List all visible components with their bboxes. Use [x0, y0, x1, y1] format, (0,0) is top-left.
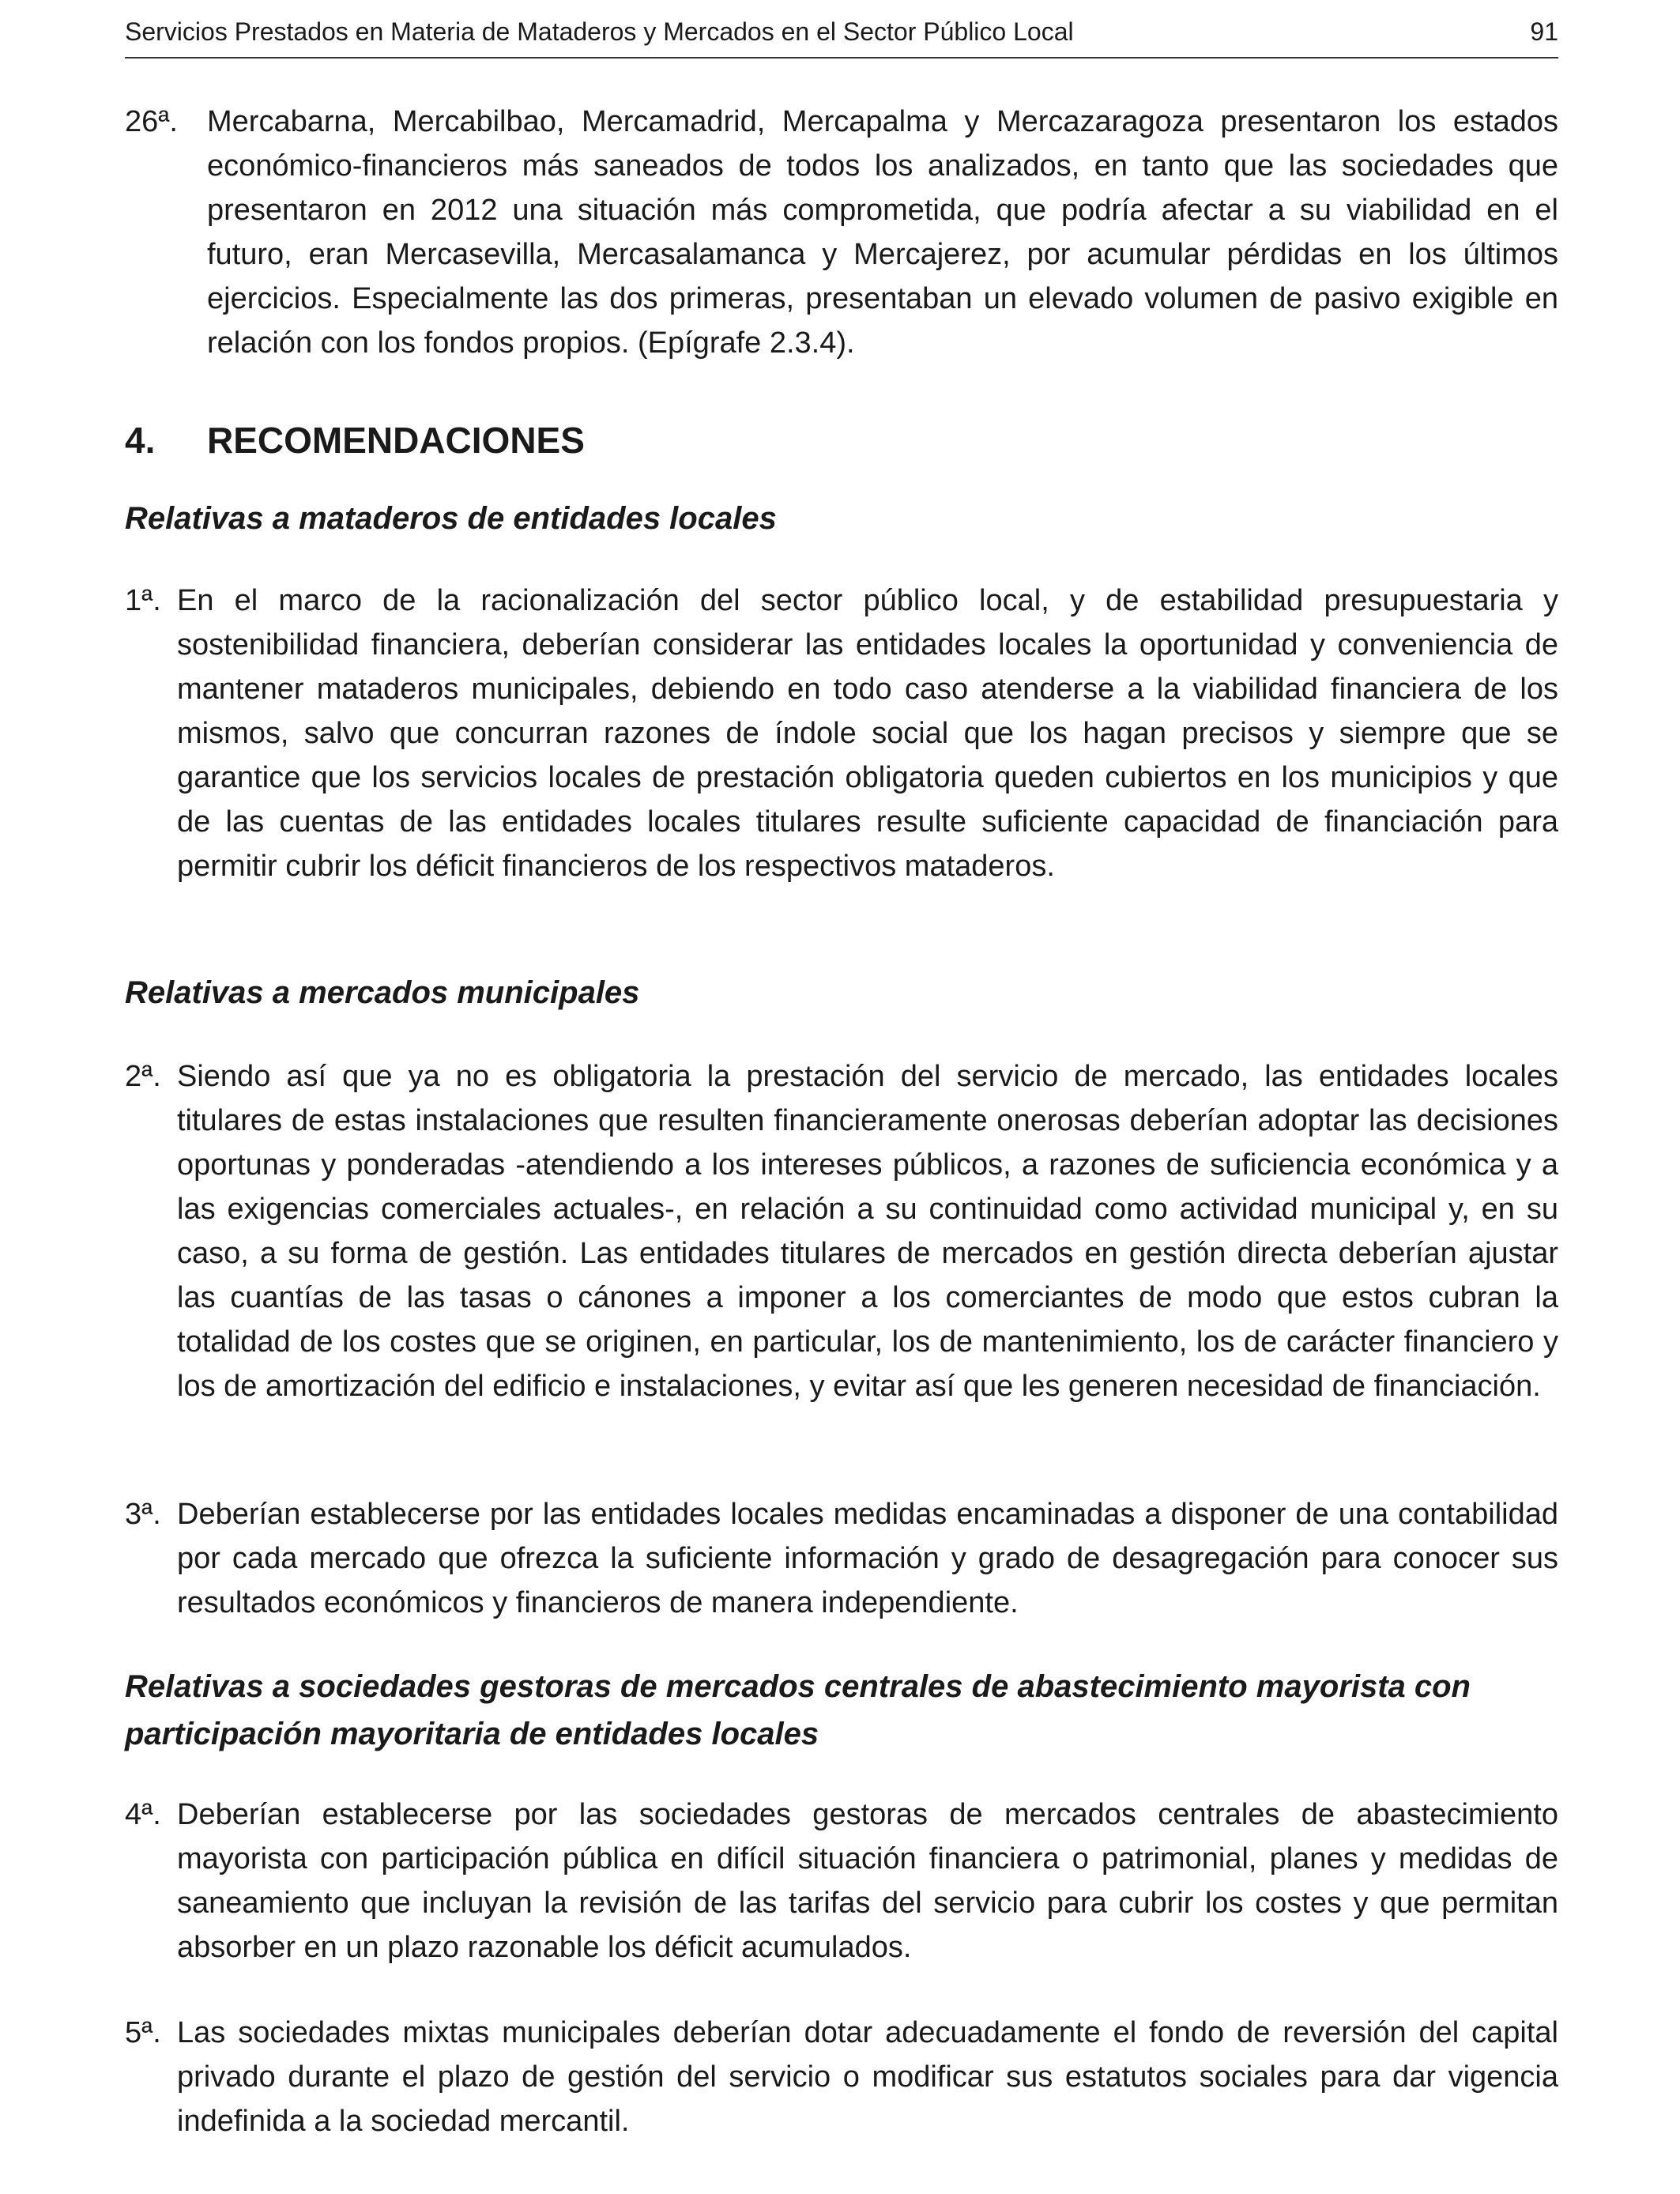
item-number: 26ª. — [125, 105, 178, 138]
recommendation-2 — [125, 1054, 1558, 1453]
item-text: Siendo así que ya no es obligatoria la prestación del servicio de mercado, las entidades locales titulares de estas instalaciones que resulten financieramente onerosas deberían adoptar las decisiones oportunas y ponderadas -atendiendo a los intereses públicos, a razones de suficiencia económica y a las exigencias comerciales actuales-, en relación a su continuidad como actividad municipal y, en su caso, a su forma de gestión. Las entidades titulares de mercados en gestión directa deberían ajustar las cuantías de las tasas o cánones a imponer a los comerciantes de modo que estos cubran la totalidad de los costes que se originen, en particular, los de mantenimiento, los de carácter financiero y los de amortización del edificio e instalaciones, y evitar así que les generen necesidad de financiación. — [177, 1060, 1558, 1403]
header-title: Servicios Prestados en Materia de Mataderos y Mercados en el Sector Público Local — [125, 17, 1074, 46]
section-number: 4. — [125, 420, 156, 461]
conclusion-26 — [125, 100, 1558, 365]
page-number: 91 — [1530, 17, 1558, 46]
item-number: 1ª. — [125, 584, 161, 617]
item-text: Las sociedades mixtas municipales deberían dotar adecuadamente el fondo de reversión del capital privado durante el plazo de gestión del servicio o modificar sus estatutos sociales para dar vigencia indefinida a la sociedad mercantil. — [177, 2016, 1558, 2138]
item-text: Deberían establecerse por las sociedades gestoras de mercados centrales de abastecimiento mayorista con participación pública en difícil situación financiera o patrimonial, planes y medidas de saneamiento que incluyan la revisión de las tarifas del servicio para cubrir los costes y que permitan absorber en un plazo razonable los déficit acumulados. — [177, 1798, 1558, 1964]
subsection-heading-mercados: Relativas a mercados municipales — [125, 975, 640, 1010]
item-number: 3ª. — [125, 1498, 161, 1531]
recommendation-1 — [125, 579, 1558, 933]
recommendation-4 — [125, 1793, 1558, 1970]
section-title: RECOMENDACIONES — [207, 420, 585, 461]
item-number: 5ª. — [125, 2016, 161, 2049]
item-text: Deberían establecerse por las entidades locales medidas encaminadas a disponer de una contabilidad por cada mercado que ofrezca la suficiente información y grado de desagregación para conocer sus resultados económicos y financieros de manera independiente. — [177, 1498, 1558, 1619]
item-text: Mercabarna, Mercabilbao, Mercamadrid, Mercapalma y Mercazaragoza presentaron los estados económico-financieros más saneados de todos los analizados, en tanto que las sociedades que presentaron en 2012 una situación más comprometida, que podría afectar a su viabilidad en el futuro, eran Mercasevilla, Mercasalamanca y Mercajerez, por acumular pérdidas en los últimos ejercicios. Especialmente las dos primeras, presentaban un elevado volumen de pasivo exigible en relación con los fondos propios. (Epígrafe 2.3.4). — [207, 105, 1558, 360]
page-header — [125, 16, 1558, 58]
subsection-heading-sociedades: Relativas a sociedades gestoras de mercados centrales de abastecimiento mayorista con participación mayoritaria de entidades locales — [125, 1669, 1471, 1751]
item-text: En el marco de la racionalización del sector público local, y de estabilidad presupuestaria y sostenibilidad financiera, deberían considerar las entidades locales la oportunidad y conveniencia de mantener mataderos municipales, debiendo en todo caso atenderse a la viabilidad financiera de los mismos, salvo que concurran razones de índole social que los hagan precisos y siempre que se garantice que los servicios locales de prestación obligatoria queden cubiertos en los municipios y que de las cuentas de las entidades locales titulares resulte suficiente capacidad de financiación para permitir cubrir los déficit financieros de los respectivos mataderos. — [177, 584, 1558, 883]
item-number: 4ª. — [125, 1798, 161, 1831]
recommendation-5 — [125, 2011, 1558, 2143]
subsection-heading-mataderos: Relativas a mataderos de entidades locales — [125, 501, 777, 536]
item-number: 2ª. — [125, 1060, 161, 1093]
recommendation-3 — [125, 1492, 1558, 1625]
